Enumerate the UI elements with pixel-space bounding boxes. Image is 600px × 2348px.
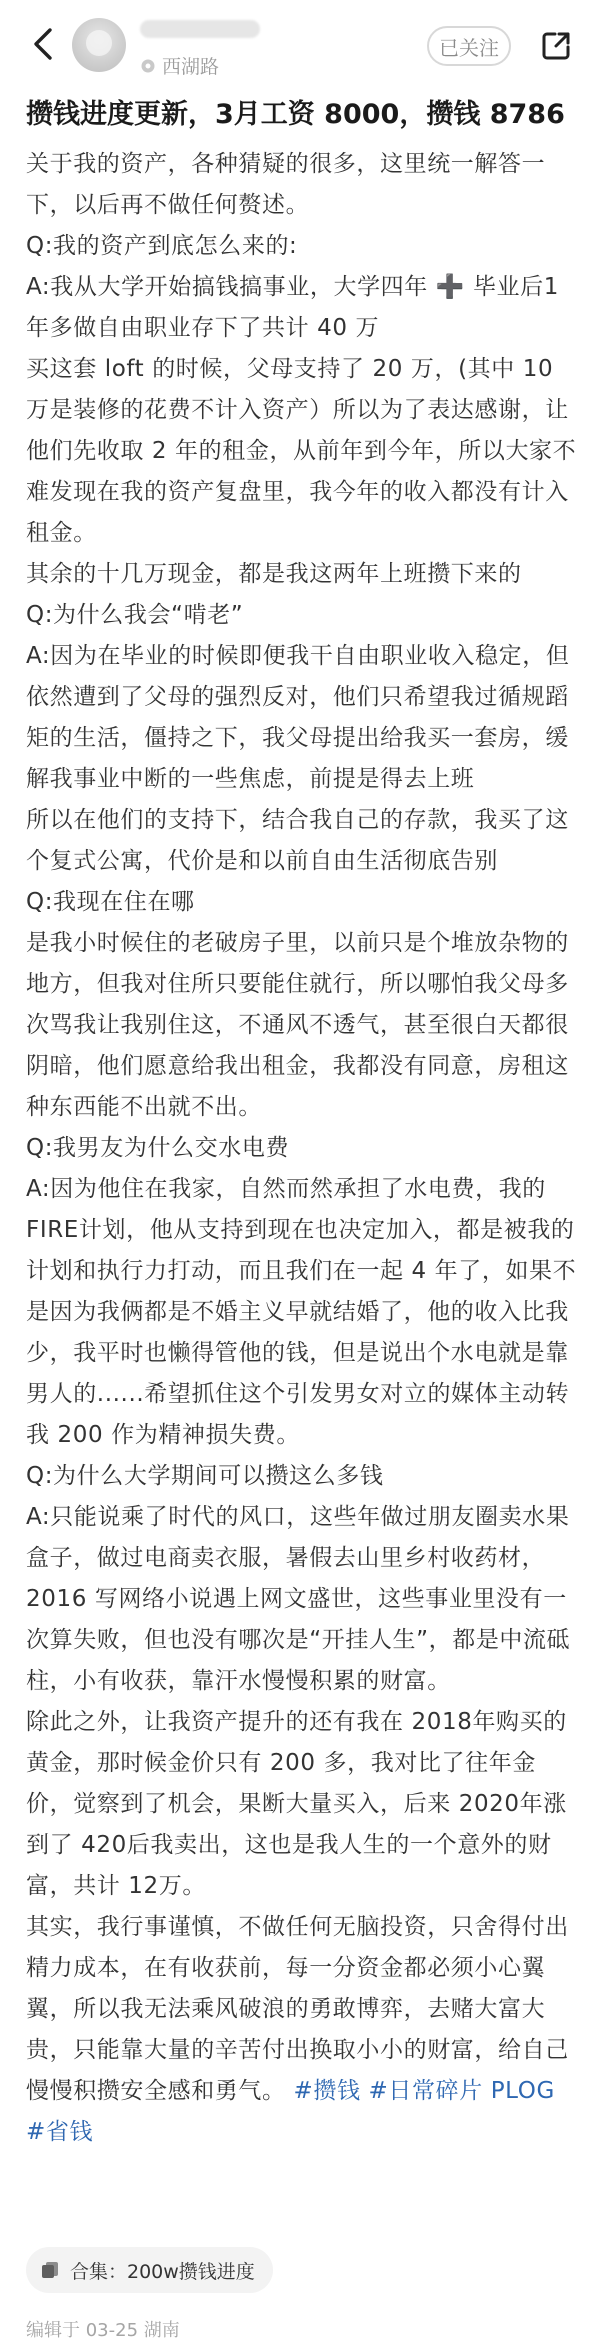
- location-label: 西湖路: [162, 56, 220, 78]
- paragraph: A:因为他住在我家，自然而然承担了水电费，我的FIRE计划，他从支持到现在也决定加入，都是被我的计划和执行力打动，而且我们在一起 4 年了，如果不是因为我俩都是不婚主义早就结婚了，他的收入比我少，我平时也懒得管他的钱，但是说出个水电就是靠男人的......希望抓住这个引发男女对立的媒体主动转我 200 作为精神损失费。: [26, 1176, 577, 1448]
- paragraph: 是我小时候住的老破房子里，以前只是个堆放杂物的地方，但我对住所只要能住就行，所以哪怕我父母多次骂我让我别住这，不通风不透气，甚至很白天都很阴暗，他们愿意给我出租金，我都没有同意，房租这种东西能不出就不出。: [26, 930, 569, 1120]
- paragraph: 除此之外，让我资产提升的还有我在 2018年购买的黄金，那时候金价只有 200 多，我对比了往年金价，觉察到了机会，果断大量买入，后来 2020年涨到了 420后我卖出，这也是我人生的一个意外的财富，共计 12万。: [26, 1709, 567, 1899]
- paragraph: 所以在他们的支持下，结合我自己的存款，我买了这个复式公寓，代价是和以前自由生活彻底告别: [26, 807, 569, 874]
- hashtag-saving[interactable]: #攒钱: [293, 2078, 361, 2104]
- back-button[interactable]: [22, 24, 62, 64]
- paragraph: A:只能说乘了时代的风口，这些年做过朋友圈卖水果盒子，做过电商卖衣服，暑假去山里乡村收药材，2016 写网络小说遇上网文盛世，这些事业里没有一次算失败，但也没有哪次是“开挂人生”，都是中流砥柱，小有收获，靠汗水慢慢积累的财富。: [26, 1504, 571, 1694]
- hashtag-daily-plog[interactable]: #日常碎片 PLOG: [368, 2078, 555, 2104]
- top-bar: [0, 0, 600, 88]
- paragraph: A:因为在毕业的时候即便我干自由职业收入稳定，但依然遭到了父母的强烈反对，他们只希望我过循规蹈矩的生活，僵持之下，我父母提出给我买一套房，缓解我事业中断的一些焦虑，前提是得去上班: [26, 643, 570, 792]
- question-line: Q:我现在住在哪: [26, 889, 195, 915]
- collection-icon: [40, 2260, 60, 2280]
- question-line: Q:为什么我会“啃老”: [26, 602, 244, 628]
- paragraph: 买这套 loft 的时候，父母支持了 20 万，(其中 10 万是装修的花费不计入资产）所以为了表达感谢，让他们先收取 2 年的租金，从前年到今年，所以大家不难发现在我的资产复盘里，我今年的收入都没有计入租金。: [26, 356, 577, 546]
- location-icon: [140, 58, 156, 74]
- post-content: [26, 91, 578, 2153]
- collection-chip[interactable]: [26, 2247, 273, 2293]
- post-title: 攒钱进度更新，3月工资 8000，攒钱 8786: [26, 99, 565, 130]
- follow-button[interactable]: 已关注: [427, 26, 511, 66]
- question-line: Q:我男友为什么交水电费: [26, 1135, 290, 1161]
- author-name-redacted[interactable]: [140, 20, 260, 38]
- post-body: [26, 144, 578, 2153]
- question-line: Q:为什么大学期间可以攒这么多钱: [26, 1463, 384, 1489]
- paragraph: 关于我的资产，各种猜疑的很多，这里统一解答一下，以后再不做任何赘述。: [26, 151, 546, 218]
- edited-timestamp: 编辑于 03-25 湖南: [26, 2320, 180, 2341]
- hashtag-frugal[interactable]: #省钱: [26, 2119, 94, 2145]
- share-button[interactable]: [536, 26, 576, 66]
- share-icon: [539, 29, 573, 63]
- paragraph: A:我从大学开始搞钱搞事业，大学四年 ➕ 毕业后1年多做自由职业存下了共计 40 万: [26, 274, 559, 341]
- avatar[interactable]: [72, 18, 126, 72]
- paragraph: 其余的十几万现金，都是我这两年上班攒下来的: [26, 561, 522, 587]
- closing-paragraph: [26, 1907, 578, 2153]
- question-line: Q:我的资产到底怎么来的:: [26, 233, 298, 259]
- collection-label: 合集：200w攒钱进度: [70, 2260, 255, 2283]
- paragraph-text: 其实，我行事谨慎，不做任何无脑投资，只舍得付出精力成本，在有收获前，每一分资金都必须小心翼翼，所以我无法乘风破浪的勇敢博弈，去赌大富大贵，只能靠大量的辛苦付出换取小小的财富，给自己慢慢积攒安全感和勇气。: [26, 1914, 569, 2104]
- chevron-left-icon: [31, 27, 53, 61]
- author-location: [140, 52, 219, 79]
